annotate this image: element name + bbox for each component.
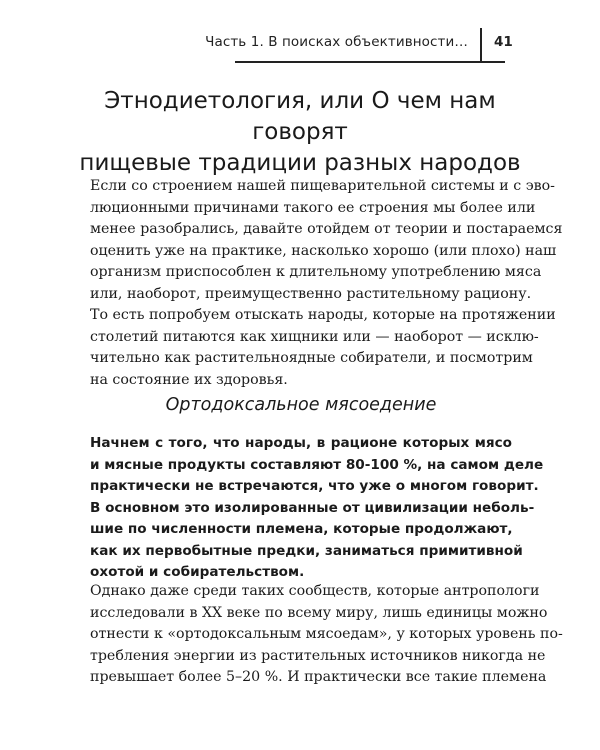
text-line: Начнем с того, что народы, в рационе которых мясо <box>90 435 512 451</box>
text-line: чительно как растительноядные собиратели, и посмотрим <box>90 350 533 366</box>
running-header <box>0 28 600 62</box>
text-line: Однако даже среди таких сообществ, которые антропологи <box>90 583 540 599</box>
text-line: исследовали в ХХ веке по всему миру, лишь единицы можно <box>90 604 548 621</box>
text-line: или, наоборот, преимущественно растительному рациону. <box>90 285 532 302</box>
paragraph-intro <box>90 176 563 391</box>
text-line: и мясные продукты составляют 80-100 %, на самом деле <box>90 456 544 473</box>
text-line: как их первобытные предки, заниматься примитивной <box>90 542 523 559</box>
paragraph-bold-lead <box>90 433 544 584</box>
text-line: менее разобрались, давайте отойдем от теории и постараемся <box>90 221 563 237</box>
text-line: требления энергии из растительных источников никогда не <box>90 647 546 664</box>
chapter-title-line: пищевые традиции разных народов <box>79 150 521 176</box>
running-title: Часть 1. В поисках объективности… <box>205 34 468 50</box>
paragraph-continuation <box>90 581 563 689</box>
chapter-title-line: Этнодиетология, или О чем нам говорят <box>104 88 496 145</box>
section-subheading: Ортодоксальное мясоедение <box>165 395 437 415</box>
chapter-title <box>60 86 540 179</box>
text-line: оценить уже на практике, насколько хорошо (или плохо) наш <box>90 242 557 259</box>
text-line: превышает более 5–20 %. И практически все такие племена <box>90 669 547 685</box>
text-line: шие по численности племена, которые продолжают, <box>90 521 513 537</box>
text-line: В основном это изолированные от цивилизации неболь- <box>90 499 535 516</box>
text-line: на состояние их здоровья. <box>90 371 288 388</box>
text-line: отнести к «ортодоксальным мясоедам», у которых уровень по- <box>90 626 563 642</box>
header-rule <box>235 61 505 63</box>
page-number: 41 <box>494 34 513 50</box>
header-vertical-rule <box>480 28 482 62</box>
text-line: практически не встречаются, что уже о многом говорит. <box>90 478 539 494</box>
text-line: организм приспособлен к длительному употреблению мяса <box>90 264 542 280</box>
text-line: Если со строением нашей пищеварительной системы и с эво- <box>90 178 555 194</box>
text-line: столетий питаются как хищники или — наоборот — исклю- <box>90 328 539 345</box>
text-line: охотой и собирательством. <box>90 564 305 580</box>
text-line: То есть попробуем отыскать народы, которые на протяжении <box>90 307 556 323</box>
text-line: люционными причинами такого ее строения мы более или <box>90 199 536 216</box>
